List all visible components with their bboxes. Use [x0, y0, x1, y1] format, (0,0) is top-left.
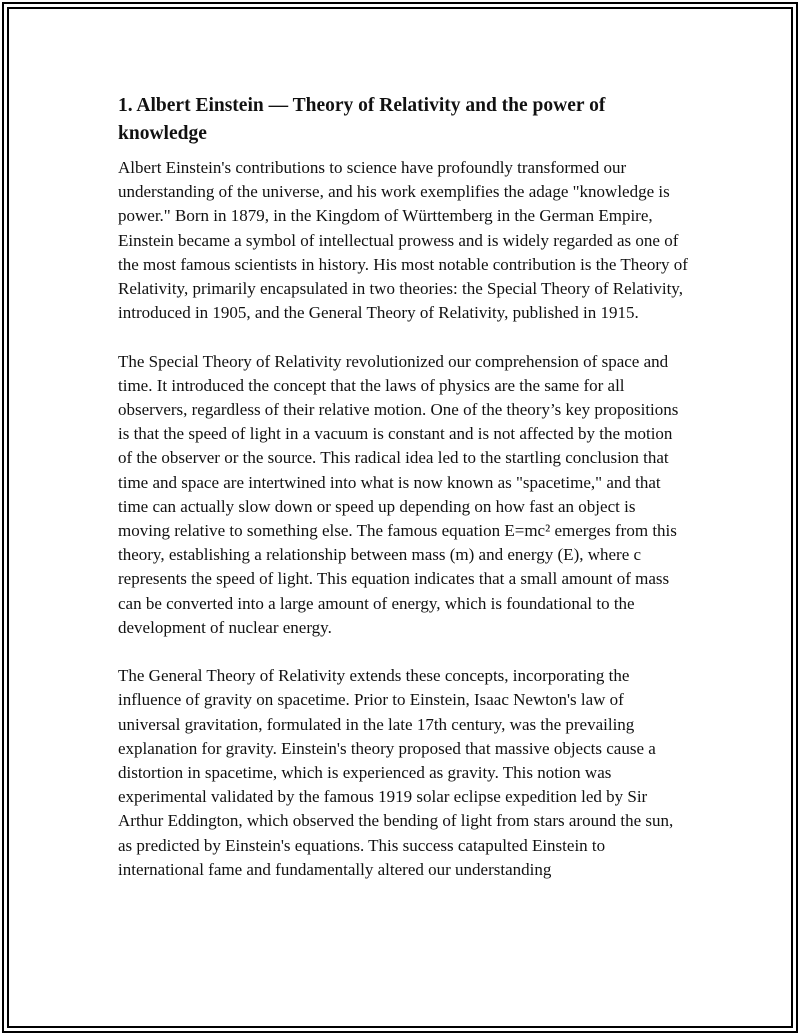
paragraph-special-relativity: The Special Theory of Relativity revolutionized our comprehension of space and time. It introduced the concept that the laws of physics are the same for all observers, regardless of their relative motion. One of the theory’s key propositions is that the speed of light in a vacuum is constant and is not affected by the motion of the observer or the source. This radical idea led to the startling conclusion that time and space are intertwined into what is now known as "spacetime," and that time can actually slow down or speed up depending on how fast an object is moving relative to something else. The famous equation E=mc² emerges from this theory, establishing a relationship between mass (m) and energy (E), where c represents the speed of light. This equation indicates that a small amount of mass can be converted into a large amount of energy, which is foundational to the development of nuclear energy. [118, 351, 679, 637]
document-body [118, 92, 690, 882]
paragraph-general-relativity: The General Theory of Relativity extends these concepts, incorporating the influence of gravity on spacetime. Prior to Einstein, Isaac Newton's law of universal gravitation, formulated in the late 17th century, was the prevailing explanation for gravity. Einstein's theory proposed that massive objects cause a distortion in spacetime, which is experienced as gravity. This notion was experimental validated by the famous 1919 solar eclipse expedition led by Sir Arthur Eddington, which observed the bending of light from stars around the sun, as predicted by Einstein's equations. This success catapulted Einstein to international fame and fundamentally altered our understanding [118, 666, 674, 879]
section-heading: 1. Albert Einstein — Theory of Relativity and the power of knowledge [118, 95, 606, 144]
paragraph-intro: Albert Einstein's contributions to science have profoundly transformed our understanding of the universe, and his work exemplifies the adage "knowledge is power." Born in 1879, in the Kingdom of Württemberg in the German Empire, Einstein became a symbol of intellectual prowess and is widely regarded as one of the most famous scientists in history. His most notable contribution is the Theory of Relativity, primarily encapsulated in two theories: the Special Theory of Relativity, introduced in 1905, and the General Theory of Relativity, published in 1915. [118, 158, 688, 323]
